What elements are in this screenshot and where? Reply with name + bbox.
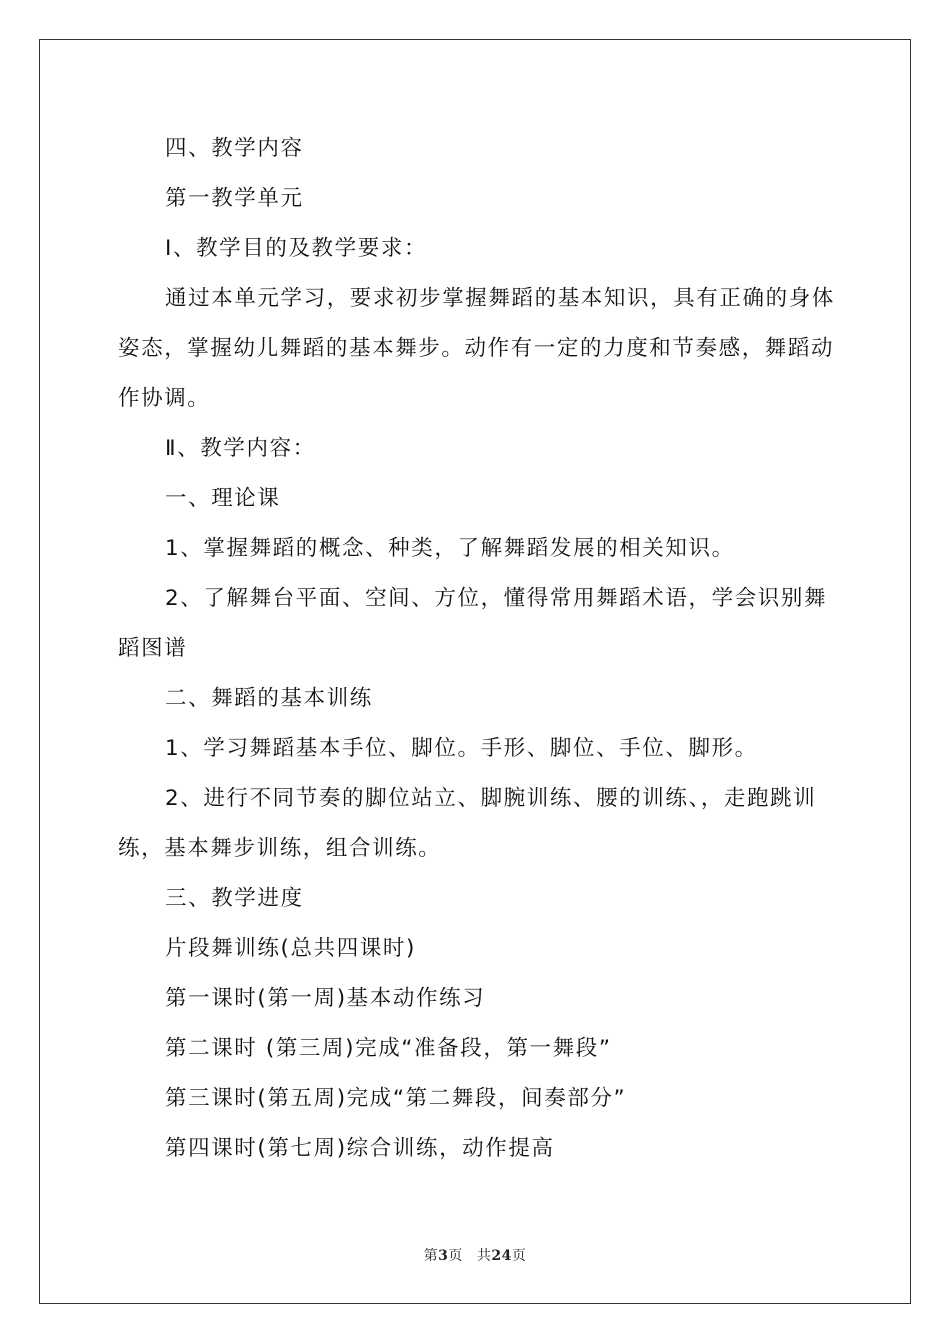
objectives-paragraph: 通过本单元学习，要求初步掌握舞蹈的基本知识，具有正确的身体姿态，掌握幼儿舞蹈的基本舞步。动作有一定的力度和节奏感，舞蹈动作协调。 xyxy=(118,286,835,411)
schedule-item: 第一课时(第一周)基本动作练习 xyxy=(165,986,486,1011)
list-item: 1、掌握舞蹈的概念、种类，了解舞蹈发展的相关知识。 xyxy=(165,536,735,561)
list-item: 2、了解舞台平面、空间、方位，懂得常用舞蹈术语，学会识别舞蹈图谱 xyxy=(118,586,828,661)
schedule-intro: 片段舞训练(总共四课时) xyxy=(165,936,416,961)
subheading-content: Ⅱ、教学内容： xyxy=(165,436,316,461)
schedule-item: 第四课时(第七周)综合训练，动作提高 xyxy=(165,1136,555,1161)
page-prefix: 第 xyxy=(423,1248,439,1264)
unit-heading: 第一教学单元 xyxy=(165,186,304,211)
heading-theory: 一、理论课 xyxy=(165,486,281,511)
page-footer xyxy=(0,1245,950,1265)
list-item: 1、学习舞蹈基本手位、脚位。手形、脚位、手位、脚形。 xyxy=(165,736,758,761)
heading-basic-training: 二、舞蹈的基本训练 xyxy=(165,686,373,711)
total-suffix: 页 xyxy=(511,1248,527,1264)
total-pages: 24 xyxy=(491,1248,512,1264)
total-prefix: 共 xyxy=(476,1248,492,1264)
heading-schedule: 三、教学进度 xyxy=(165,886,304,911)
document-body xyxy=(118,124,838,1174)
section-heading-teaching-content: 四、教学内容 xyxy=(165,136,304,161)
list-item: 2、进行不同节奏的脚位站立、脚腕训练、腰的训练、，走跑跳训练，基本舞步训练，组合训练。 xyxy=(118,786,817,861)
subheading-objectives: Ⅰ、教学目的及教学要求： xyxy=(165,236,428,261)
page-number: 3 xyxy=(438,1248,449,1264)
schedule-item: 第三课时(第五周)完成“第二舞段，间奏部分” xyxy=(165,1086,627,1111)
schedule-item: 第二课时 (第三周)完成“准备段，第一舞段” xyxy=(165,1036,612,1061)
page-suffix: 页 xyxy=(448,1248,463,1264)
